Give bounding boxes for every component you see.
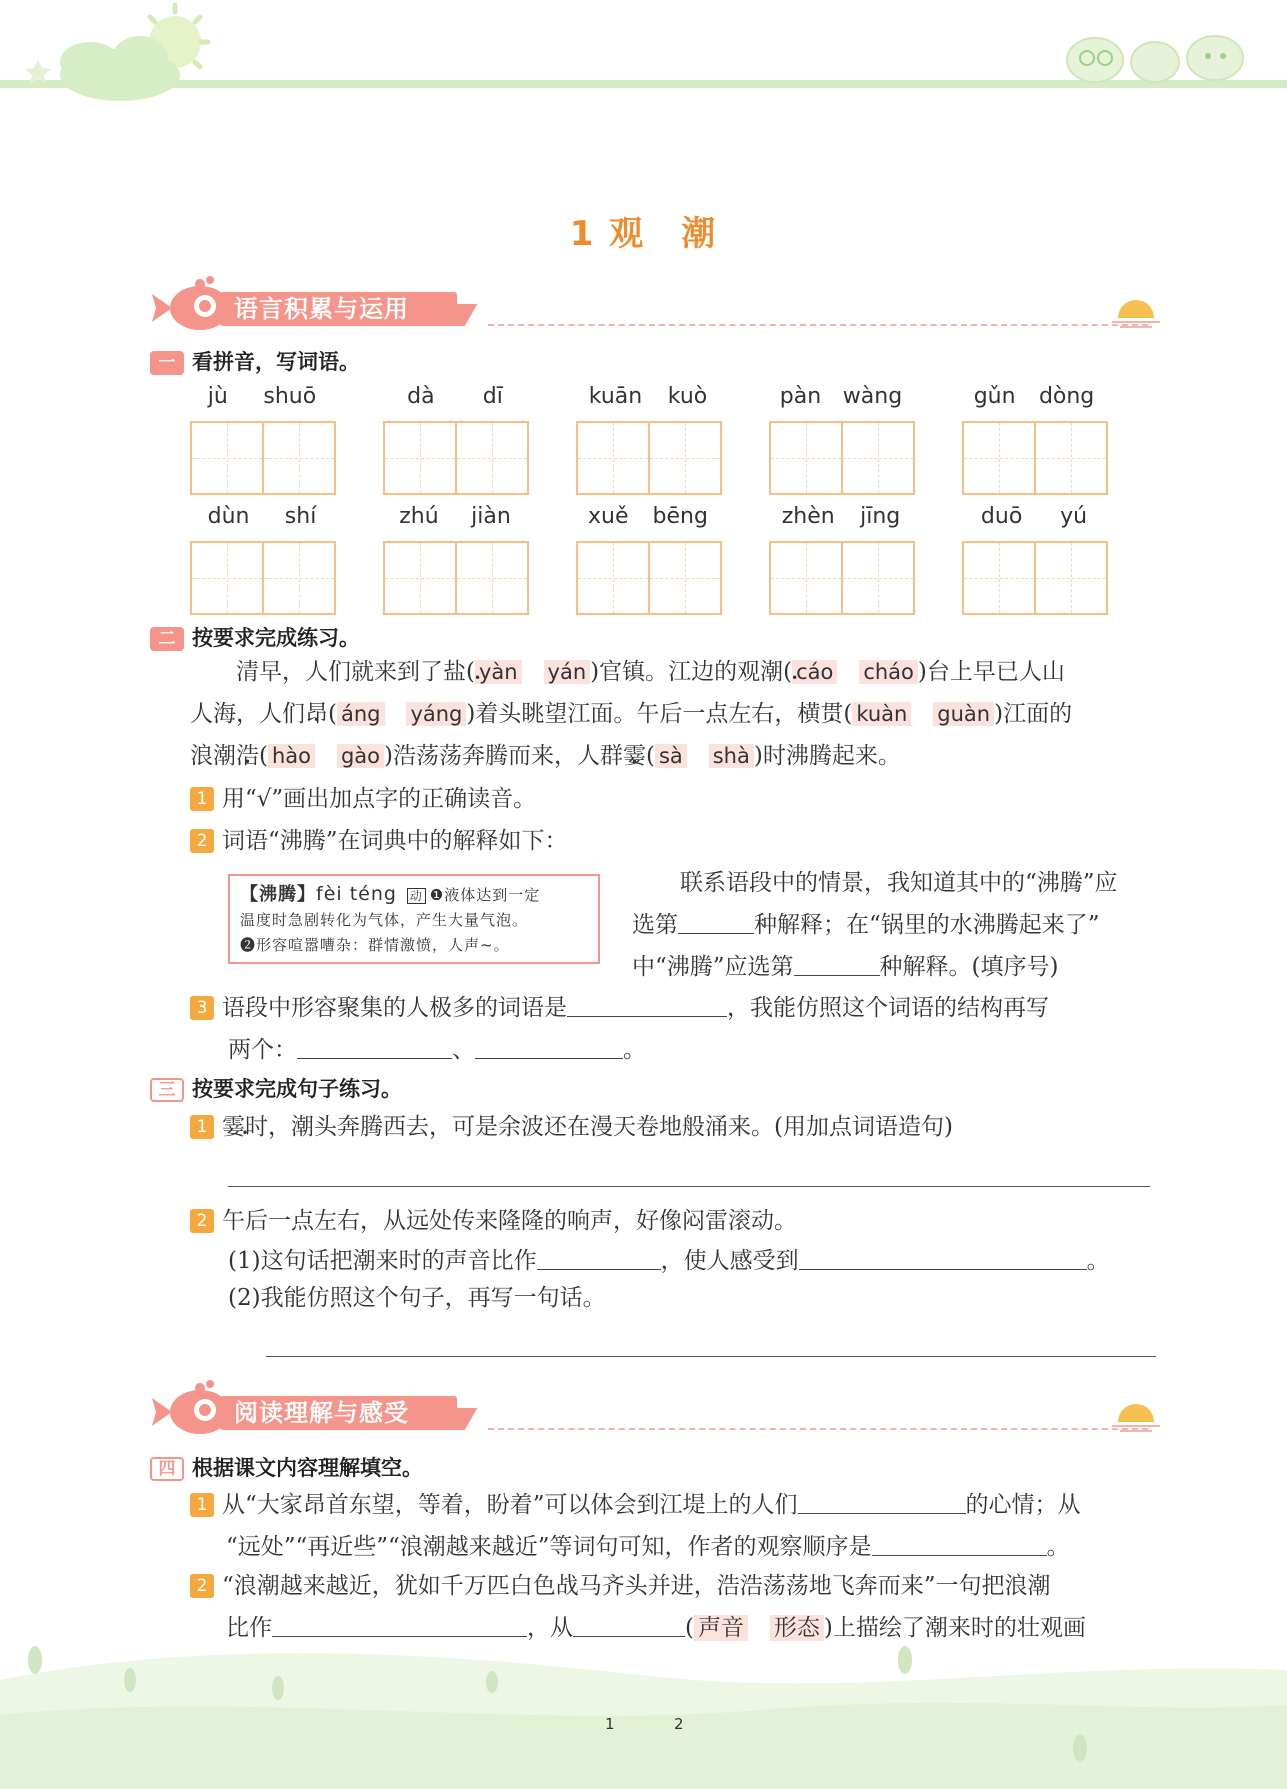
pinyin: gǔn — [973, 384, 1016, 409]
q1-badge: 一 — [150, 351, 184, 375]
q2-sub3: 3 语段中形容聚集的人极多的词语是 ，我能仿照这个词语的结构再写 两个： 、 。 — [190, 987, 1165, 1071]
passage-line: 人海，人们昂 •( áng yáng )着头眺望江面。午后一点左右，横贯 •( kuàn guàn )江面的 — [190, 693, 1160, 735]
reading-option[interactable]: cháo — [859, 660, 918, 684]
pinyin: yú — [1060, 504, 1088, 529]
pinyin: dòng — [1038, 384, 1095, 409]
word-item — [383, 504, 527, 615]
writing-box[interactable] — [383, 541, 529, 615]
pinyin: zhú — [399, 504, 439, 529]
writing-box[interactable] — [962, 541, 1108, 615]
answer-blank[interactable] — [297, 1038, 452, 1059]
animals-decoration — [1060, 20, 1250, 90]
item-number: 3 — [190, 996, 214, 1020]
answer-blank[interactable] — [872, 1535, 1047, 1556]
dotted-char: 霎 • — [623, 743, 646, 769]
pinyin: jiàn — [471, 504, 511, 529]
pinyin: wàng — [842, 384, 903, 409]
banner-dash — [488, 1428, 1148, 1430]
word-item — [576, 384, 720, 495]
q2-sub2 — [190, 820, 568, 862]
banner-title: 阅读理解与感受 — [220, 1396, 457, 1430]
answer-line[interactable] — [228, 1186, 1150, 1187]
pinyin-grid — [190, 384, 1130, 624]
instruction: 用“√”画出加点字的正确读音。 — [222, 786, 537, 812]
pinyin: xuě — [588, 504, 629, 529]
q3-sub2: 2 午后一点左右，从远处传来隆隆的响声，好像闷雷滚动。 — [190, 1200, 797, 1242]
writing-box[interactable] — [769, 421, 915, 495]
q1-label: 看拼音，写词语。 — [192, 350, 360, 374]
dict-headword: 【沸腾】 — [240, 884, 316, 905]
page-title — [0, 206, 1287, 255]
q2-badge: 二 — [150, 627, 184, 651]
pinyin: shuō — [263, 384, 317, 409]
title-char-2: 潮 — [681, 214, 718, 254]
pinyin: zhèn — [781, 504, 835, 529]
reading-option[interactable]: shà — [709, 744, 754, 768]
item-number: 1 — [190, 787, 214, 811]
reading-option[interactable]: áng — [337, 702, 385, 726]
answer-blank[interactable] — [798, 1493, 966, 1514]
pinyin: jù — [207, 384, 228, 409]
word-item — [769, 384, 913, 495]
dotted-word: 霎时 • — [222, 1114, 268, 1140]
pinyin: duō — [980, 504, 1023, 529]
q3-sub2-q2: (2)我能仿照这个句子，再写一句话。 — [228, 1285, 606, 1311]
writing-box[interactable] — [576, 421, 722, 495]
q3-sub1: 1 霎时 •，潮头奔腾西去，可是余波还在漫天卷地般涌来。(用加点词语造句) — [190, 1106, 953, 1148]
item-number: 2 — [190, 829, 214, 853]
dict-pos: 动 — [407, 888, 426, 904]
pinyin: jīng — [860, 504, 901, 529]
word-item — [962, 384, 1106, 495]
title-number: 1 — [569, 214, 596, 254]
word-item — [190, 384, 334, 495]
q3-heading — [150, 1073, 402, 1103]
passage-line: 浪潮浩 •( hào gào )浩荡荡奔腾而来，人群霎 •( sà shà )时沸腾起来。 — [190, 735, 1160, 777]
banner-title: 语言积累与运用 — [220, 292, 457, 326]
q4-badge: 四 — [150, 1457, 184, 1481]
reading-option[interactable]: yáng — [406, 702, 466, 726]
pinyin: pàn — [779, 384, 822, 409]
page-number-right: 2 — [674, 1715, 684, 1733]
word-item — [576, 504, 720, 615]
section-banner-a — [150, 288, 1160, 328]
reading-option[interactable]: yán — [544, 660, 591, 684]
sunset-icon — [1112, 1398, 1160, 1434]
dotted-char: 昂 • — [305, 701, 328, 727]
pinyin: dà — [407, 384, 435, 409]
pinyin: shí — [284, 504, 317, 529]
q4-sub1: 1 从“大家昂首东望，等着，盼着”可以体会到江堤上的人们 的心情；从 “远处”“再近些”“浪潮越来越近”等词句可知，作者的观察顺序是 。 — [190, 1484, 1170, 1568]
word-item — [190, 504, 334, 615]
reading-option[interactable]: cáo — [792, 660, 837, 684]
sunset-icon — [1112, 294, 1160, 330]
pinyin: bēng — [652, 504, 708, 529]
word-item — [383, 384, 527, 495]
pinyin: kuān — [588, 384, 643, 409]
reading-option[interactable]: guàn — [933, 702, 994, 726]
q3-badge: 三 — [150, 1078, 184, 1102]
answer-line[interactable] — [266, 1356, 1156, 1357]
answer-blank[interactable] — [475, 1038, 623, 1059]
q3-label: 按要求完成句子练习。 — [192, 1077, 402, 1101]
dotted-char: 潮 • — [760, 659, 783, 685]
q2-passage — [190, 651, 1160, 777]
writing-box[interactable] — [576, 541, 722, 615]
instruction: 词语“沸腾”在词典中的解释如下： — [222, 828, 568, 854]
item-number: 2 — [190, 1574, 214, 1598]
reading-option[interactable]: sà — [655, 744, 687, 768]
reading-option[interactable]: kuàn — [852, 702, 911, 726]
sun-cloud-decoration — [20, 0, 210, 110]
answer-blank[interactable] — [567, 996, 727, 1017]
hills-decoration — [0, 1620, 1287, 1789]
answer-blank[interactable] — [678, 913, 754, 934]
q1-heading — [150, 346, 360, 376]
q2-sub1 — [190, 778, 536, 820]
dotted-char: 盐 • — [443, 659, 466, 685]
q4-sub2: 2 “浪潮越来越近，犹如千万匹白色战马齐头并进，浩浩荡荡地飞奔而来”一句把浪潮 比作 ，从 ( 声音 形态 )上描绘了潮来时的壮观画 — [190, 1565, 1170, 1649]
dictionary-entry: 【沸腾】fèi téng 动 ❶液体达到一定 温度时急剧转化为气体，产生大量气泡。 ❷形容喧嚣嘈杂：群情激愤，人声~。 — [228, 874, 600, 964]
reading-option[interactable]: hào — [268, 744, 315, 768]
reading-option[interactable]: yàn — [475, 660, 522, 684]
writing-box[interactable] — [190, 421, 336, 495]
q4-label: 根据课文内容理解填空。 — [192, 1456, 423, 1480]
section-banner-b — [150, 1392, 1160, 1432]
writing-box[interactable] — [769, 541, 915, 615]
dotted-char: 浩 • — [236, 743, 259, 769]
answer-blank[interactable] — [794, 955, 880, 976]
item-number: 2 — [190, 1209, 214, 1233]
writing-box[interactable] — [962, 421, 1108, 495]
dict-pinyin: fèi téng — [316, 883, 397, 905]
pinyin: dùn — [207, 504, 250, 529]
page-number-left: 1 — [605, 1715, 615, 1733]
choice-option[interactable]: 形态 — [770, 1615, 824, 1641]
q3-sub2-q1: (1)这句话把潮来时的声音比作 ，使人感受到 。 — [228, 1248, 1110, 1274]
pinyin: dī — [482, 384, 503, 409]
passage-line: 清早，人们就来到了盐 •( yàn yán )官镇。江边的观潮 •( cáo cháo )台上早已人山 — [190, 651, 1160, 693]
choice-option[interactable]: 声音 — [694, 1615, 748, 1641]
answer-blank[interactable] — [799, 1249, 1087, 1270]
title-char-1: 观 — [609, 214, 646, 254]
q2-heading — [150, 622, 360, 652]
writing-box[interactable] — [383, 421, 529, 495]
answer-blank[interactable] — [537, 1249, 661, 1270]
item-number: 1 — [190, 1115, 214, 1139]
item-number: 1 — [190, 1493, 214, 1517]
dotted-char: 贯 • — [820, 701, 843, 727]
reading-option[interactable]: gào — [337, 744, 384, 768]
q2-sub2-answer: 联系语段中的情景，我知道其中的“沸腾”应 选第 种解释；在“锅里的水沸腾起来了” 中“沸腾”应选第 种解释。(填序号) — [632, 870, 1118, 980]
word-item — [769, 504, 913, 615]
word-item — [962, 504, 1106, 615]
writing-box[interactable] — [190, 541, 336, 615]
banner-dash — [488, 324, 1148, 326]
q4-heading — [150, 1452, 423, 1482]
q2-label: 按要求完成练习。 — [192, 626, 360, 650]
pinyin: kuò — [667, 384, 708, 409]
